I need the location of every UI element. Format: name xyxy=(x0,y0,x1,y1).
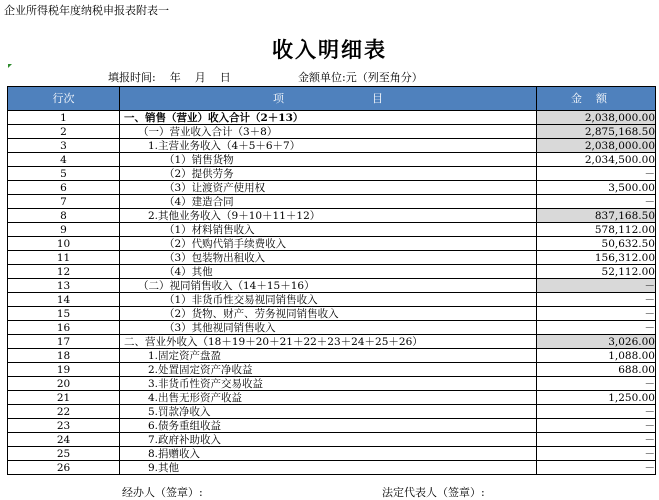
table-row xyxy=(8,363,656,377)
row-number: 24 xyxy=(8,433,120,447)
row-number: 12 xyxy=(8,265,120,279)
table-row xyxy=(8,321,656,335)
row-amount[interactable]: － xyxy=(537,167,656,181)
row-amount[interactable]: 1,250.00 xyxy=(537,391,656,405)
row-amount[interactable]: － xyxy=(537,419,656,433)
cell-marker-icon xyxy=(8,64,12,68)
row-item: （4）建造合同 xyxy=(120,195,537,209)
row-amount[interactable]: 1,088.00 xyxy=(537,349,656,363)
row-item: 5.罚款净收入 xyxy=(120,405,537,419)
row-number: 23 xyxy=(8,419,120,433)
table-row xyxy=(8,447,656,461)
row-amount[interactable]: － xyxy=(537,461,656,475)
row-number: 8 xyxy=(8,209,120,223)
row-item: （3）让渡资产使用权 xyxy=(120,181,537,195)
table-row xyxy=(8,265,656,279)
row-number: 18 xyxy=(8,349,120,363)
header-amount: 金额 xyxy=(537,87,656,111)
row-amount[interactable]: 3,026.00 xyxy=(537,335,656,349)
table-row xyxy=(8,251,656,265)
table-row xyxy=(8,111,656,125)
fill-time-label: 填报时间: xyxy=(108,71,156,84)
row-item: 6.债务重组收益 xyxy=(120,419,537,433)
income-detail-table xyxy=(7,86,656,475)
row-number: 11 xyxy=(8,251,120,265)
row-number: 22 xyxy=(8,405,120,419)
table-row xyxy=(8,167,656,181)
row-item: （二）视同销售收入（14＋15＋16） xyxy=(120,279,537,293)
row-item: （2）货物、财产、劳务视同销售收入 xyxy=(120,307,537,321)
row-item: 2.其他业务收入（9＋10＋11＋12） xyxy=(120,209,537,223)
legal-rep-signature: 法定代表人（签章）: xyxy=(382,486,485,499)
row-number: 3 xyxy=(8,139,120,153)
row-item: （2）代购代销手续费收入 xyxy=(120,237,537,251)
row-amount[interactable]: 837,168.50 xyxy=(537,209,656,223)
row-amount[interactable]: 50,632.50 xyxy=(537,237,656,251)
table-row xyxy=(8,307,656,321)
row-amount[interactable]: － xyxy=(537,405,656,419)
row-item: 8.捐赠收入 xyxy=(120,447,537,461)
row-item: （3）其他视同销售收入 xyxy=(120,321,537,335)
table-row xyxy=(8,433,656,447)
table-row xyxy=(8,195,656,209)
row-amount[interactable]: 688.00 xyxy=(537,363,656,377)
row-amount[interactable]: － xyxy=(537,195,656,209)
row-item: 二、营业外收入（18＋19＋20＋21＋22＋23＋24＋25＋26） xyxy=(120,335,537,349)
table-row xyxy=(8,419,656,433)
row-item: 1.主营业务收入（4＋5＋6＋7） xyxy=(120,139,537,153)
row-number: 15 xyxy=(8,307,120,321)
row-item: 9.其他 xyxy=(120,461,537,475)
row-number: 13 xyxy=(8,279,120,293)
row-number: 21 xyxy=(8,391,120,405)
row-item: 3.非货币性资产交易收益 xyxy=(120,377,537,391)
table-row xyxy=(8,153,656,167)
row-number: 1 xyxy=(8,111,120,125)
row-number: 4 xyxy=(8,153,120,167)
table-row xyxy=(8,335,656,349)
header-item: 项 目 xyxy=(120,87,537,111)
row-amount[interactable]: － xyxy=(537,433,656,447)
row-item: 2.处置固定资产净收益 xyxy=(120,363,537,377)
month-label: 月 xyxy=(194,71,206,84)
table-row xyxy=(8,181,656,195)
table-row xyxy=(8,279,656,293)
row-item: 4.出售无形资产收益 xyxy=(120,391,537,405)
table-row xyxy=(8,209,656,223)
fill-time xyxy=(108,69,245,85)
row-item: （3）包装物出租收入 xyxy=(120,251,537,265)
row-item: （1）非货币性交易视同销售收入 xyxy=(120,293,537,307)
row-amount[interactable]: 52,112.00 xyxy=(537,265,656,279)
table-row xyxy=(8,461,656,475)
row-amount[interactable]: 578,112.00 xyxy=(537,223,656,237)
row-number: 10 xyxy=(8,237,120,251)
table-row xyxy=(8,391,656,405)
row-amount[interactable]: － xyxy=(537,447,656,461)
row-amount[interactable]: 156,312.00 xyxy=(537,251,656,265)
handler-signature: 经办人（签章）: xyxy=(122,486,203,499)
amount-unit: 金额单位:元（列至角分） xyxy=(298,71,423,84)
header-row-no: 行次 xyxy=(8,87,120,111)
table-row xyxy=(8,405,656,419)
row-number: 19 xyxy=(8,363,120,377)
row-item: （1）销售货物 xyxy=(120,153,537,167)
row-amount[interactable]: － xyxy=(537,293,656,307)
form-caption: 企业所得税年度纳税申报表附表一 xyxy=(4,4,169,17)
row-item: （4）其他 xyxy=(120,265,537,279)
row-amount[interactable]: － xyxy=(537,377,656,391)
row-number: 2 xyxy=(8,125,120,139)
row-amount[interactable]: 3,500.00 xyxy=(537,181,656,195)
table-row xyxy=(8,223,656,237)
table-header-row xyxy=(8,87,656,111)
row-number: 5 xyxy=(8,167,120,181)
row-amount[interactable]: 2,875,168.50 xyxy=(537,125,656,139)
row-number: 25 xyxy=(8,447,120,461)
row-item: （1）材料销售收入 xyxy=(120,223,537,237)
row-amount[interactable]: 2,038,000.00 xyxy=(537,111,656,125)
row-item: 7.政府补助收入 xyxy=(120,433,537,447)
row-item: （2）提供劳务 xyxy=(120,167,537,181)
row-amount[interactable]: 2,038,000.00 xyxy=(537,139,656,153)
row-amount[interactable]: － xyxy=(537,307,656,321)
row-amount[interactable]: － xyxy=(537,321,656,335)
row-item: 1.固定资产盘盈 xyxy=(120,349,537,363)
row-item: （一）营业收入合计（3＋8） xyxy=(120,125,537,139)
table-row xyxy=(8,237,656,251)
row-number: 9 xyxy=(8,223,120,237)
row-item: 一、销售（营业）收入合计（2＋13） xyxy=(120,111,537,125)
table-row xyxy=(8,377,656,391)
row-number: 20 xyxy=(8,377,120,391)
row-number: 6 xyxy=(8,181,120,195)
table-row xyxy=(8,125,656,139)
table-row xyxy=(8,349,656,363)
row-number: 26 xyxy=(8,461,120,475)
year-label: 年 xyxy=(169,71,181,84)
row-number: 14 xyxy=(8,293,120,307)
row-number: 7 xyxy=(8,195,120,209)
page-title: 收入明细表 xyxy=(272,37,387,62)
table-row xyxy=(8,293,656,307)
table-row xyxy=(8,139,656,153)
row-number: 16 xyxy=(8,321,120,335)
row-amount[interactable]: － xyxy=(537,279,656,293)
row-number: 17 xyxy=(8,335,120,349)
day-label: 日 xyxy=(219,71,231,84)
row-amount[interactable]: 2,034,500.00 xyxy=(537,153,656,167)
